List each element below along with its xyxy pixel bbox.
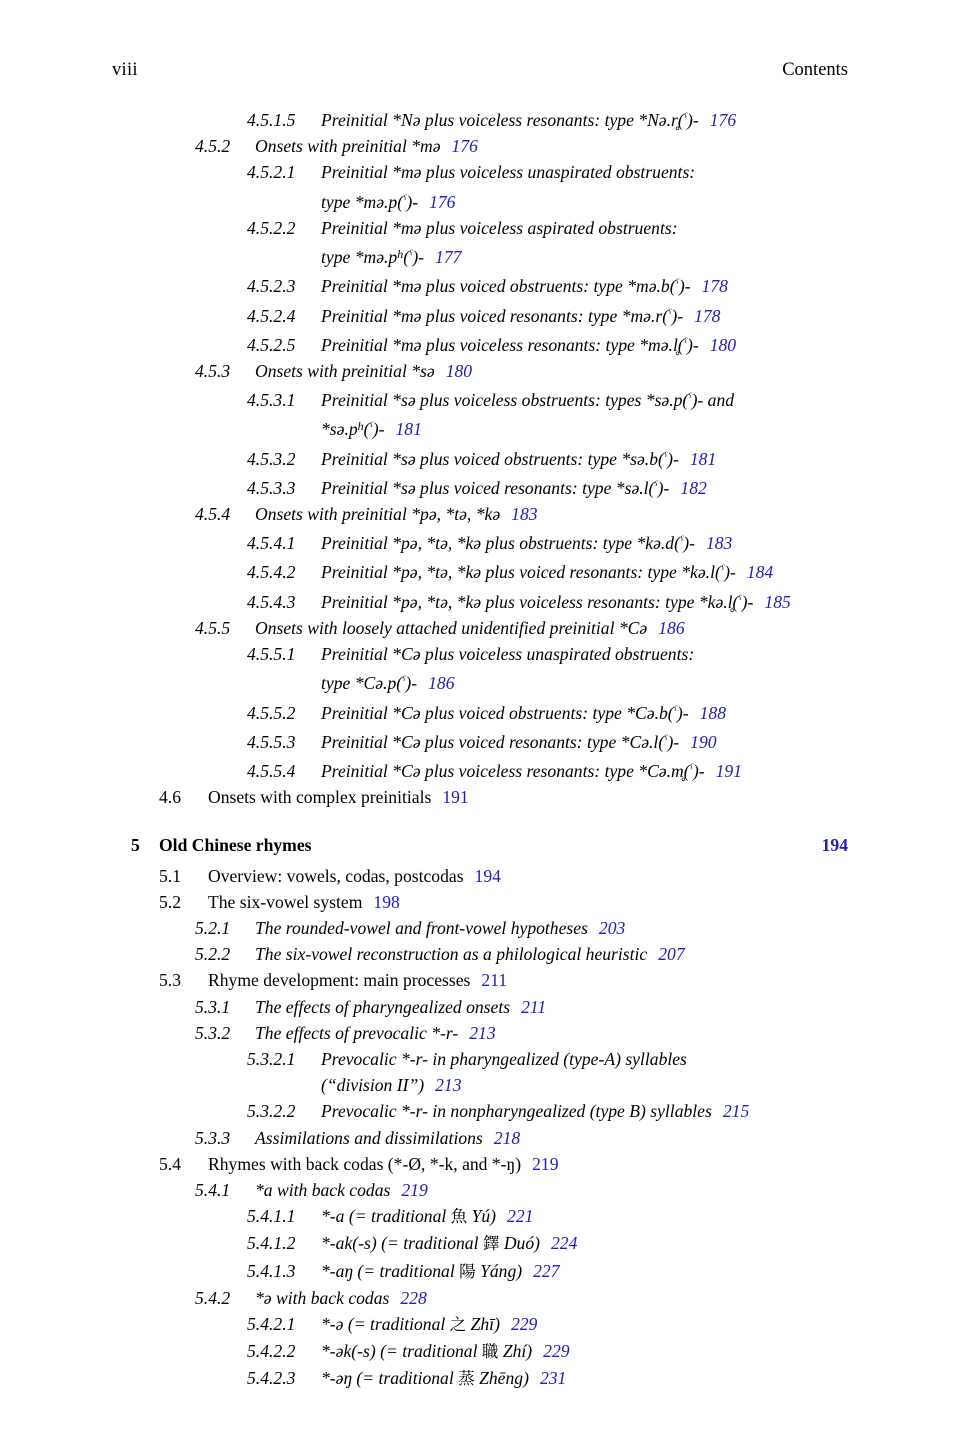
- entry-number: 4.5.5.3: [247, 731, 296, 752]
- entry-page-number[interactable]: 188: [699, 702, 726, 723]
- toc-entry[interactable]: [0, 329, 960, 358]
- entry-title-continued: type *mə.p($^ˁ$)-: [321, 191, 419, 212]
- toc-entry[interactable]: [0, 133, 960, 159]
- toc-entry[interactable]: [0, 615, 960, 641]
- entry-page-number[interactable]: 181: [689, 448, 717, 469]
- entry-title-continued: type *Cə.p($^ˁ$)-: [321, 673, 418, 694]
- pharyngeal-mark: ˁ: [402, 673, 406, 688]
- pharyngeal-mark: ˁ: [738, 591, 742, 606]
- entry-title: Preinitial *mə plus voiceless unaspirated obstruents:: [321, 162, 696, 183]
- entry-title: Onsets with loosely attached unidentified preinitial *Cə: [255, 617, 648, 638]
- entry-title: Assimilations and dissimilations: [255, 1127, 483, 1148]
- entry-title: Onsets with preinitial *sə: [255, 360, 435, 381]
- entry-number: 5.4.1.2: [247, 1233, 296, 1254]
- entry-page-number[interactable]: 221: [507, 1206, 534, 1227]
- toc-entry[interactable]: [0, 104, 960, 133]
- running-head-title: Contents: [782, 60, 848, 80]
- entry-title: *-aŋ (= traditional 陽 Yáng): [321, 1260, 523, 1281]
- entry-number: 5.2.1: [195, 917, 231, 938]
- entry-title: *a with back codas: [255, 1179, 391, 1200]
- entry-title: The six-vowel reconstruction as a philological heuristic: [255, 944, 648, 965]
- entry-number: 4.5.2.3: [247, 276, 296, 297]
- entry-number: 4.5.3.3: [247, 477, 296, 498]
- toc-entry[interactable]: [0, 1203, 960, 1230]
- pharyngeal-mark: ˁ: [688, 390, 692, 405]
- entry-page-number[interactable]: 191: [442, 787, 469, 808]
- entry-number: 4.5.4.2: [247, 562, 296, 583]
- entry-page-number[interactable]: 198: [373, 891, 400, 912]
- entry-number: 5.4.2: [195, 1287, 231, 1308]
- han-character: 魚: [450, 1207, 468, 1227]
- toc-entry[interactable]: [0, 1098, 960, 1124]
- toc-entry[interactable]: [0, 384, 960, 413]
- entry-number: 4.5.4.3: [247, 591, 296, 612]
- toc-entry[interactable]: [0, 1046, 960, 1072]
- toc-entry[interactable]: [0, 1338, 960, 1365]
- entry-page-number[interactable]: 194: [474, 865, 501, 886]
- entry-number: 5.3.2: [195, 1022, 231, 1043]
- pharyngeal-mark: ˁ: [683, 334, 687, 349]
- pharyngeal-mark: ˁ: [679, 533, 684, 548]
- entry-page-number[interactable]: 186: [658, 617, 685, 638]
- entry-page-number[interactable]: 191: [715, 760, 742, 781]
- entry-page-number[interactable]: 227: [533, 1260, 560, 1281]
- entry-title: *-a (= traditional 魚 Yú): [321, 1206, 497, 1227]
- entry-number: 5.2.2: [195, 944, 231, 965]
- entry-page-number[interactable]: 184: [746, 562, 774, 583]
- entry-page-number[interactable]: 180: [445, 360, 473, 381]
- entry-title-continued: (“division II”): [321, 1075, 425, 1096]
- entry-page-number[interactable]: 229: [510, 1314, 538, 1334]
- entry-title: Preinitial *mə plus voiceless resonants: type *mə.l̥($^ˁ$)-: [321, 334, 699, 355]
- entry-number: 5.3.3: [195, 1127, 231, 1148]
- entry-title: Preinitial *Cə plus voiced obstruents: type *Cə.b($^ˁ$)-: [321, 702, 689, 723]
- toc-entry[interactable]: [0, 641, 960, 667]
- entry-page-number[interactable]: 219: [532, 1153, 559, 1174]
- pharyngeal-mark: ˁ: [654, 477, 658, 492]
- toc-entry[interactable]: [0, 1258, 960, 1285]
- pharyngeal-mark: ˁ: [409, 247, 413, 262]
- toc-entry[interactable]: [0, 726, 960, 755]
- superscript-h: h: [357, 419, 364, 434]
- entry-number: 5.1: [159, 865, 181, 886]
- entry-number: 5.2: [159, 891, 181, 912]
- table-of-contents: [0, 104, 960, 1393]
- entry-page-number[interactable]: 183: [511, 504, 538, 524]
- entry-page-number[interactable]: 178: [694, 305, 721, 326]
- entry-page-number[interactable]: 213: [469, 1022, 496, 1043]
- toc-entry-continuation: [0, 1072, 960, 1098]
- toc-entry[interactable]: [0, 1125, 960, 1151]
- toc-entry[interactable]: [0, 784, 960, 810]
- pharyngeal-mark: ˁ: [668, 305, 672, 320]
- toc-entry-continuation: [0, 413, 960, 442]
- pharyngeal-mark: ˁ: [673, 702, 677, 717]
- toc-entry[interactable]: [0, 863, 960, 889]
- superscript-h: h: [397, 247, 404, 262]
- entry-title: Onsets with complex preinitials: [208, 787, 432, 808]
- entry-number: 5.4: [159, 1153, 181, 1174]
- entry-title: Preinitial *pə, *tə, *kə plus obstruents: type *kə.d($^ˁ$)-: [321, 533, 695, 554]
- toc-entry[interactable]: [0, 159, 960, 185]
- toc-entry[interactable]: [0, 1177, 960, 1203]
- entry-page-number[interactable]: 211: [481, 970, 508, 991]
- entry-page-number[interactable]: 224: [550, 1233, 578, 1254]
- entry-title: Prevocalic *-r- in nonpharyngealized (type B) syllables: [321, 1101, 712, 1122]
- entry-title: Prevocalic *-r- in pharyngealized (type-A) syllables: [321, 1048, 687, 1069]
- entry-title-continued: type $*mə.p^h(^ˁ)-$: [321, 247, 425, 268]
- toc-entry[interactable]: [0, 696, 960, 725]
- entry-title: Preinitial *Cə plus voiceless resonants: type *Cə.m̥($^ˁ$)-: [321, 760, 705, 781]
- entry-number: 4.5.4.1: [247, 533, 296, 554]
- entry-title: *-ək(-s) (= traditional 職 Zhí): [321, 1341, 533, 1362]
- entry-page-number[interactable]: 218: [493, 1127, 521, 1148]
- entry-title: Rhyme development: main processes: [208, 970, 471, 991]
- toc-entry[interactable]: [0, 1285, 960, 1311]
- han-character: 職: [481, 1342, 499, 1362]
- entry-page-number[interactable]: 176: [451, 136, 478, 157]
- entry-page-number[interactable]: 215: [722, 1101, 750, 1122]
- entry-number: 4.5.2.4: [247, 305, 296, 326]
- pharyngeal-mark: ˁ: [683, 110, 687, 124]
- han-character: 陽: [459, 1261, 476, 1281]
- entry-page-number[interactable]: 213: [435, 1075, 462, 1096]
- entry-title: Onsets with preinitial *pə, *tə, *kə: [255, 504, 501, 524]
- entry-page-number[interactable]: 177: [435, 247, 462, 268]
- entry-number: 5.3: [159, 970, 181, 991]
- entry-number: 4.5.5: [195, 617, 231, 638]
- toc-entry[interactable]: [0, 1230, 960, 1257]
- entry-number: 5.4.1.3: [247, 1260, 296, 1281]
- entry-number: 5.4.2.2: [247, 1341, 296, 1362]
- entry-number: 4.5.2.1: [247, 162, 296, 183]
- entry-title: Preinitial *mə plus voiceless aspirated obstruents:: [321, 217, 678, 238]
- entry-page-number[interactable]: 211: [521, 996, 547, 1017]
- entry-number: 5.4.1.1: [247, 1206, 296, 1227]
- entry-title: *-ak(-s) (= traditional 鐸 Duó): [321, 1233, 540, 1254]
- toc-entry[interactable]: [0, 1311, 960, 1338]
- entry-page-number[interactable]: 190: [690, 731, 717, 752]
- entry-number: 4.5.5.1: [247, 644, 296, 665]
- entry-number: 4.5.2: [195, 136, 231, 157]
- entry-number: 5.3.1: [195, 996, 231, 1017]
- entry-title: Preinitial *Nə plus voiceless resonants: type *Nə.r̥($^ˁ$)-: [321, 110, 699, 131]
- entry-title: Old Chinese rhymes: [159, 835, 312, 856]
- toc-entry[interactable]: [0, 215, 960, 241]
- entry-title: Preinitial *sə plus voiceless obstruents: types *sə.p($^ˁ$)- and: [321, 390, 735, 411]
- han-character: 蒸: [458, 1369, 475, 1389]
- entry-page-number[interactable]: 231: [539, 1368, 567, 1389]
- toc-entry[interactable]: [0, 358, 960, 384]
- entry-number: 4.5.3.1: [247, 390, 296, 411]
- entry-title: *ə with back codas: [255, 1287, 390, 1308]
- toc-entry[interactable]: [0, 270, 960, 299]
- entry-number: 4.5.3: [195, 360, 231, 381]
- toc-entry[interactable]: [0, 755, 960, 784]
- toc-chapter-entry[interactable]: [0, 832, 960, 858]
- folio-number: viii: [112, 60, 138, 80]
- toc-entry[interactable]: [0, 586, 960, 615]
- toc-entry[interactable]: [0, 994, 960, 1020]
- entry-title-continued: $*sə.p^h(^ˁ)-$: [321, 419, 385, 440]
- toc-entry-continuation: [0, 186, 960, 215]
- entry-number: 5.3.2.2: [247, 1101, 296, 1122]
- han-character: 之: [449, 1315, 467, 1334]
- entry-title: Preinitial *pə, *tə, *kə plus voiced resonants: type *kə.l($^ˁ$)-: [321, 562, 736, 583]
- entry-title: Preinitial *mə plus voiced obstruents: type *mə.b($^ˁ$)-: [321, 276, 691, 297]
- pharyngeal-mark: ˁ: [369, 419, 373, 434]
- pharyngeal-mark: ˁ: [664, 731, 668, 746]
- pharyngeal-mark: ˁ: [675, 276, 679, 291]
- entry-title: Preinitial *sə plus voiced obstruents: type *sə.b($^ˁ$)-: [321, 448, 679, 469]
- entry-title: The effects of prevocalic *-r-: [255, 1022, 459, 1043]
- pharyngeal-mark: ˁ: [403, 191, 407, 206]
- entry-number: 4.5.3.2: [247, 448, 296, 469]
- entry-page-number[interactable]: 194: [821, 835, 848, 856]
- entry-page-number[interactable]: 219: [401, 1179, 428, 1200]
- toc-entry[interactable]: [0, 556, 960, 585]
- entry-number: 5.4.2.1: [247, 1314, 296, 1334]
- entry-title: Preinitial *Cə plus voiceless unaspirated obstruents:: [321, 644, 695, 665]
- han-character: 鐸: [482, 1234, 500, 1254]
- entry-number: 4.5.4: [195, 504, 231, 524]
- entry-page-number[interactable]: 203: [598, 917, 626, 938]
- entry-number: 5: [131, 835, 140, 856]
- toc-entry[interactable]: [0, 1020, 960, 1046]
- entry-title: Preinitial *Cə plus voiced resonants: type *Cə.l($^ˁ$)-: [321, 731, 680, 752]
- entry-page-number[interactable]: 176: [429, 191, 456, 212]
- entry-title: Preinitial *sə plus voiced resonants: type *sə.l($^ˁ$)-: [321, 477, 670, 498]
- entry-number: 4.5.5.4: [247, 760, 296, 781]
- entry-page-number[interactable]: 207: [658, 944, 685, 965]
- toc-entry-continuation: [0, 667, 960, 696]
- toc-entry[interactable]: [0, 915, 960, 941]
- entry-title: Preinitial *mə plus voiced resonants: type *mə.r($^ˁ$)-: [321, 305, 684, 326]
- entry-title: Rhymes with back codas (*-Ø, *-k, and *-ŋ): [208, 1153, 522, 1174]
- entry-page-number[interactable]: 182: [680, 477, 707, 498]
- toc-entry[interactable]: [0, 443, 960, 472]
- entry-title: *-ə (= traditional 之 Zhī): [321, 1314, 500, 1334]
- toc-entry[interactable]: [0, 299, 960, 328]
- entry-page-number[interactable]: 181: [395, 419, 422, 440]
- toc-entry[interactable]: [0, 941, 960, 967]
- entry-title: *-əŋ (= traditional 蒸 Zhēng): [321, 1368, 529, 1389]
- pharyngeal-mark: ˁ: [663, 448, 668, 463]
- toc-entry[interactable]: [0, 889, 960, 915]
- entry-number: 4.6: [159, 787, 181, 808]
- toc-entry[interactable]: [0, 472, 960, 501]
- entry-page-number[interactable]: 180: [709, 334, 737, 355]
- entry-title: Preinitial *pə, *tə, *kə plus voiceless resonants: type *kə.l̥($^ˁ$)-: [321, 591, 754, 612]
- toc-entry[interactable]: [0, 527, 960, 556]
- entry-page-number[interactable]: 176: [709, 110, 737, 131]
- entry-number: 4.5.1.5: [247, 110, 296, 131]
- entry-number: 4.5.5.2: [247, 702, 296, 723]
- entry-number: 4.5.2.2: [247, 217, 296, 238]
- entry-number: 4.5.2.5: [247, 334, 296, 355]
- toc-entry-continuation: [0, 241, 960, 270]
- entry-page-number[interactable]: 185: [764, 591, 791, 612]
- toc-entry[interactable]: [0, 501, 960, 527]
- entry-number: 5.3.2.1: [247, 1048, 296, 1069]
- entry-title: Overview: vowels, codas, postcodas: [208, 865, 464, 886]
- toc-entry[interactable]: [0, 1365, 960, 1392]
- entry-page-number[interactable]: 228: [400, 1287, 427, 1308]
- entry-page-number[interactable]: 178: [701, 276, 728, 297]
- pharyngeal-mark: ˁ: [689, 760, 693, 775]
- toc-entry[interactable]: [0, 1151, 960, 1177]
- entry-number: 5.4.2.3: [247, 1368, 296, 1389]
- entry-title: Onsets with preinitial *mə: [255, 136, 441, 157]
- running-head: [112, 58, 848, 82]
- entry-number: 5.4.1: [195, 1179, 231, 1200]
- entry-title: The effects of pharyngealized onsets: [255, 996, 511, 1017]
- entry-page-number[interactable]: 229: [543, 1341, 570, 1362]
- toc-entry[interactable]: [0, 967, 960, 993]
- entry-title: The rounded-vowel and front-vowel hypotheses: [255, 917, 588, 938]
- entry-title: The six-vowel system: [208, 891, 363, 912]
- entry-page-number[interactable]: 183: [705, 533, 733, 554]
- pharyngeal-mark: ˁ: [720, 562, 725, 577]
- entry-page-number[interactable]: 186: [428, 673, 455, 694]
